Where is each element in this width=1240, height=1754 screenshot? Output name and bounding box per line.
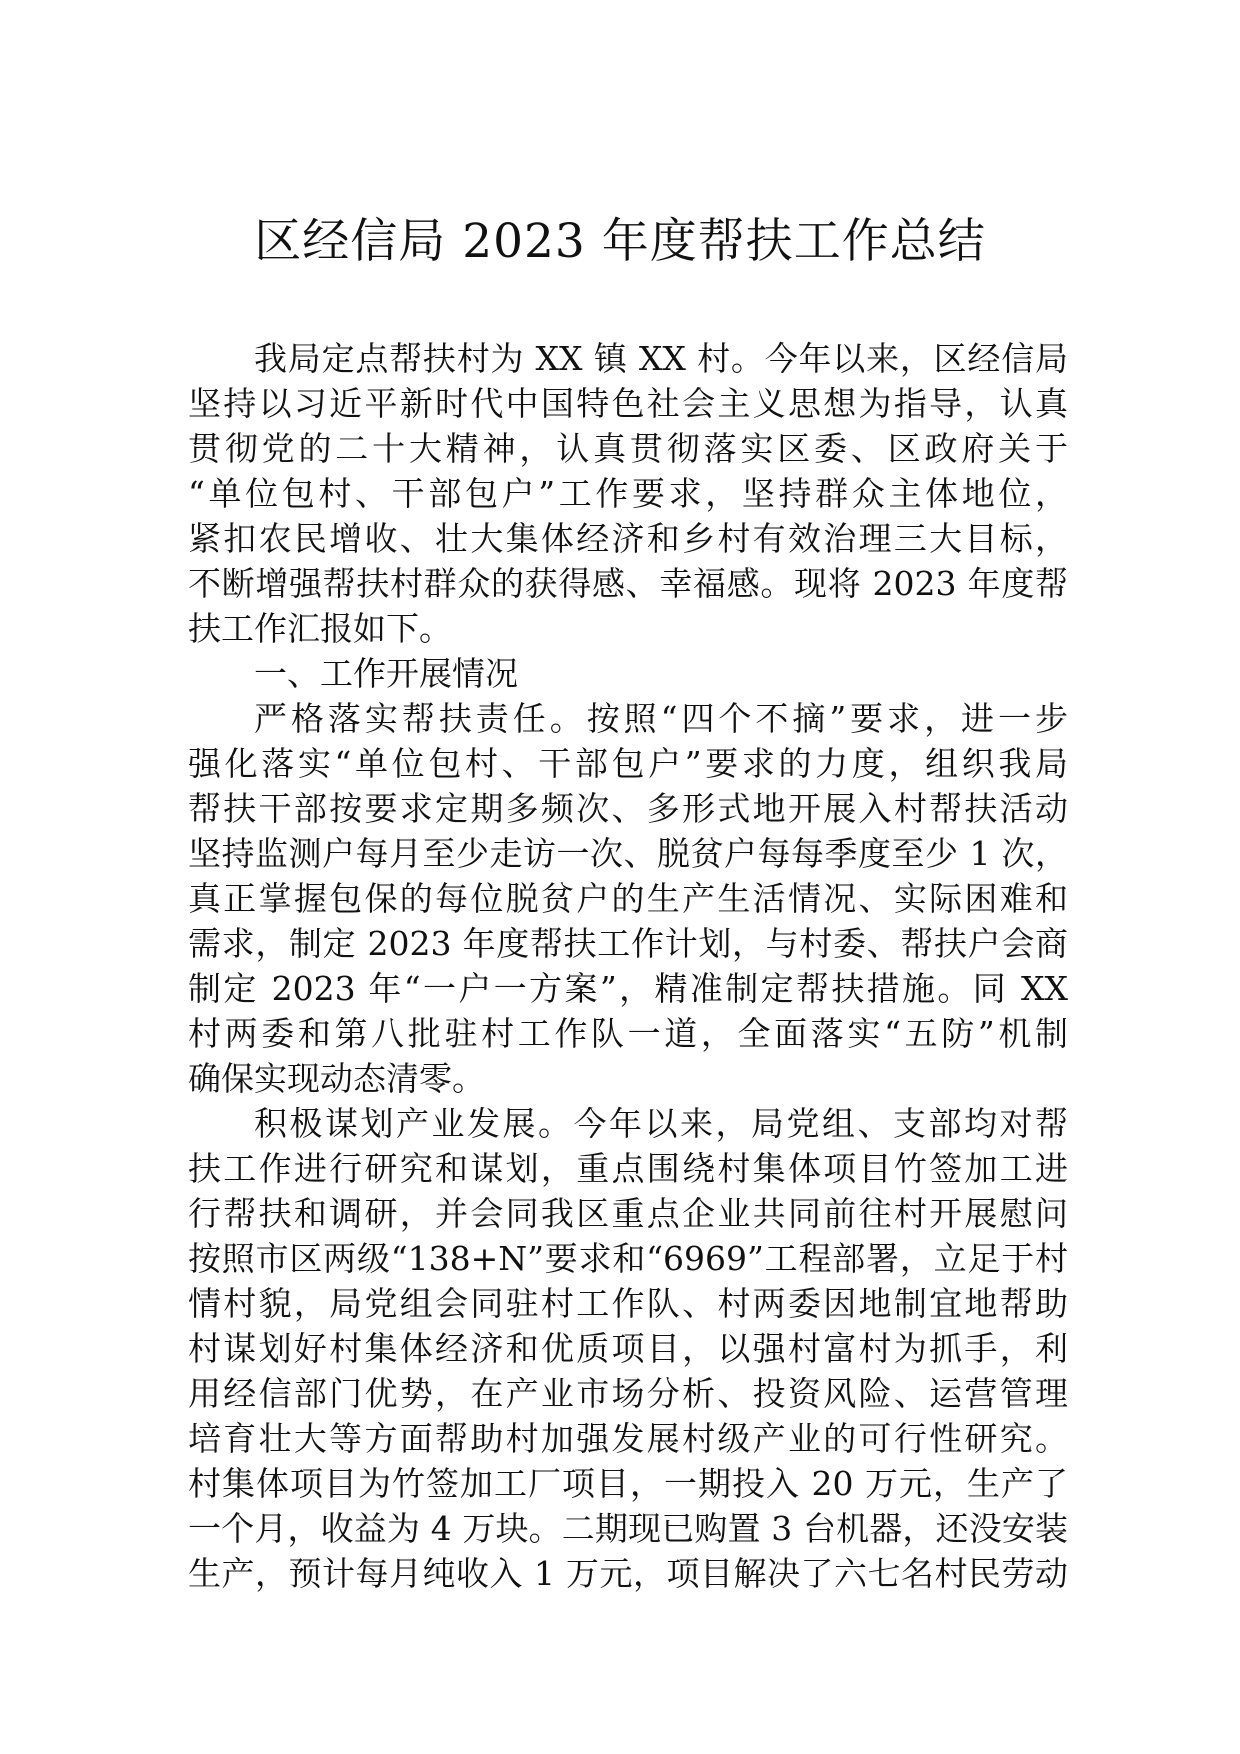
- document-title: 区经信局 2023 年度帮扶工作总结: [254, 214, 986, 269]
- text-line: 积极谋划产业发展。今年以来，局党组、支部均对帮: [254, 1104, 1068, 1143]
- text-line: 培育壮大等方面帮助村加强发展村级产业的可行性研究。: [188, 1419, 1068, 1458]
- text-line: 贯彻党的二十大精神，认真贯彻落实区委、区政府关于: [188, 429, 1068, 468]
- text-line: 按照市区两级“138+N”要求和“6969”工程部署，立足于村: [188, 1239, 1068, 1278]
- text-line: 不断增强帮扶村群众的获得感、幸福感。现将 2023 年度帮: [188, 564, 1068, 603]
- text-line: “单位包村、干部包户”工作要求，坚持群众主体地位，: [188, 474, 1068, 513]
- text-line: 坚持以习近平新时代中国特色社会主义思想为指导，认真: [188, 384, 1068, 423]
- text-line: 扶工作汇报如下。: [188, 609, 452, 648]
- text-line: 严格落实帮扶责任。按照“四个不摘”要求，进一步: [254, 699, 1068, 738]
- text-line: 村两委和第八批驻村工作队一道，全面落实“五防”机制: [188, 1014, 1068, 1053]
- text-line: 紧扣农民增收、壮大集体经济和乡村有效治理三大目标，: [188, 519, 1068, 558]
- text-line: 用经信部门优势，在产业市场分析、投资风险、运营管理: [188, 1374, 1068, 1413]
- text-line: 确保实现动态清零。: [188, 1059, 485, 1098]
- text-line: 情村貌，局党组会同驻村工作队、村两委因地制宜地帮助: [188, 1284, 1068, 1323]
- text-line: 需求，制定 2023 年度帮扶工作计划，与村委、帮扶户会商: [188, 924, 1068, 963]
- text-line: 生产，预计每月纯收入 1 万元，项目解决了六七名村民劳动: [188, 1554, 1068, 1593]
- text-line: 村集体项目为竹签加工厂项目，一期投入 20 万元，生产了: [188, 1464, 1068, 1503]
- document-body: [188, 336, 1068, 1596]
- text-line: 帮扶干部按要求定期多频次、多形式地开展入村帮扶活动: [188, 789, 1068, 828]
- text-line: 一、工作开展情况: [254, 654, 518, 693]
- text-line: 制定 2023 年“一户一方案”，精准制定帮扶措施。同 XX: [188, 969, 1068, 1008]
- text-line: 坚持监测户每月至少走访一次、脱贫户每每季度至少 1 次，: [188, 834, 1068, 873]
- text-line: 我局定点帮扶村为 XX 镇 XX 村。今年以来，区经信局: [254, 339, 1068, 378]
- text-line: 一个月，收益为 4 万块。二期现已购置 3 台机器，还没安装: [188, 1509, 1068, 1548]
- text-line: 行帮扶和调研，并会同我区重点企业共同前往村开展慰问: [188, 1194, 1068, 1233]
- text-line: 村谋划好村集体经济和优质项目，以强村富村为抓手，利: [188, 1329, 1068, 1368]
- text-line: 扶工作进行研究和谋划，重点围绕村集体项目竹签加工进: [188, 1149, 1068, 1188]
- text-line: 强化落实“单位包村、干部包户”要求的力度，组织我局: [188, 744, 1068, 783]
- text-line: 真正掌握包保的每位脱贫户的生产生活情况、实际困难和: [188, 879, 1068, 918]
